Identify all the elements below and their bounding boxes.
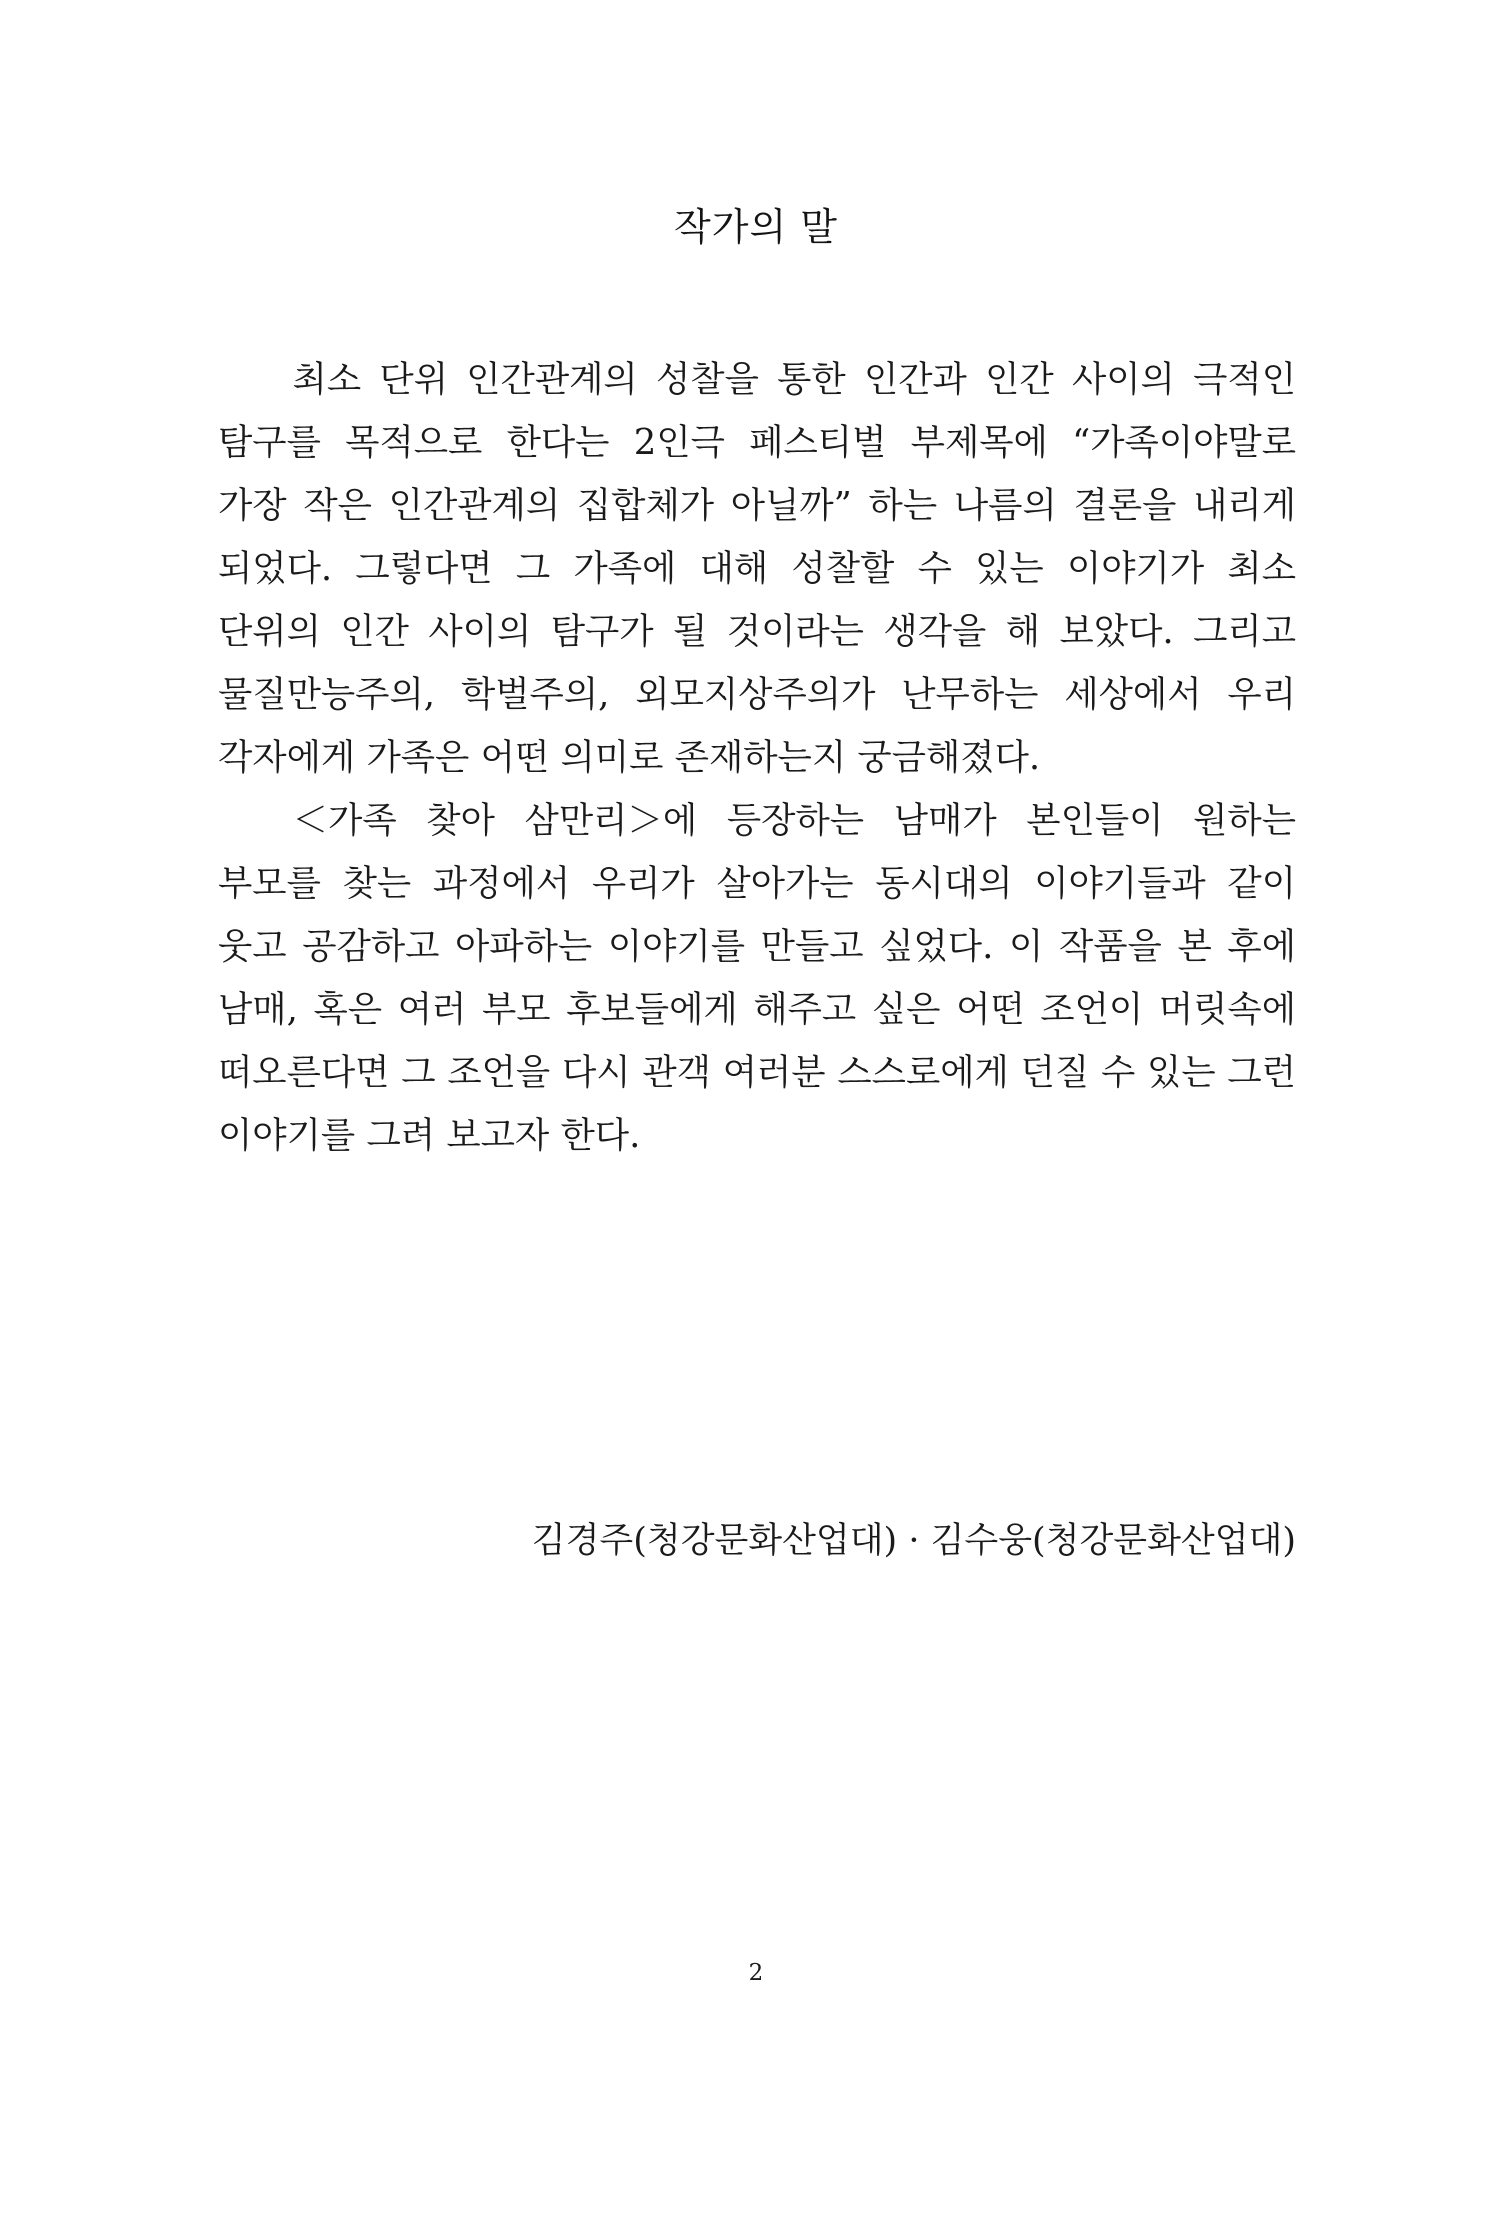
paragraph-1: 최소 단위 인간관계의 성찰을 통한 인간과 인간 사이의 극적인 탐구를 목적으로 한다는 2인극 페스티벌 부제목에 “가족이야말로 가장 작은 인간관계의 집합체가 아닐까” 하는 나름의 결론을 내리게 되었다. 그렇다면 그 가족에 대해 성찰할 수 있는 이야기가 최소 단위의 인간 사이의 탐구가 될 것이라는 생각을 해 보았다. 그리고 물질만능주의, 학벌주의, 외모지상주의가 난무하는 세상에서 우리 각자에게 가족은 어떤 의미로 존재하는지 궁금해졌다.: [218, 359, 1296, 778]
page-number: 2: [748, 1960, 764, 1986]
body-text: [218, 348, 1296, 1167]
page-title: 작가의 말: [674, 205, 838, 249]
paragraph-2: ＜가족 찾아 삼만리＞에 등장하는 남매가 본인들이 원하는 부모를 찾는 과정에서 우리가 살아가는 동시대의 이야기들과 같이 웃고 공감하고 아파하는 이야기를 만들고 싶었다. 이 작품을 본 후에 남매, 혹은 여러 부모 후보들에게 해주고 싶은 어떤 조언이 머릿속에 떠오른다면 그 조언을 다시 관객 여러분 스스로에게 던질 수 있는 그런 이야기를 그려 보고자 한다.: [218, 800, 1296, 1156]
author-signature: 김경주(청강문화산업대) · 김수웅(청강문화산업대): [531, 1521, 1296, 1561]
